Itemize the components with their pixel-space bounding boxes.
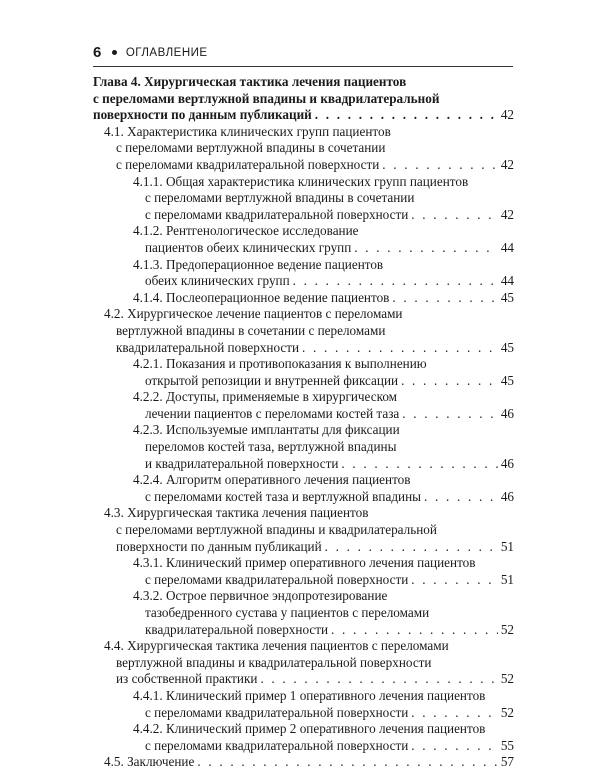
- toc-entry-text: 4.1.4. Послеоперационное ведение пациентов: [133, 289, 390, 305]
- toc-entry: [93, 505, 514, 555]
- toc-page-number: 52: [500, 704, 514, 720]
- toc-entry-last-line: [93, 273, 514, 290]
- toc-entry-line: [93, 190, 514, 207]
- toc-entry-line: [93, 721, 514, 738]
- toc-entry-text: с переломами квадрилатеральной поверхности: [145, 704, 409, 720]
- toc-entry-text: с переломами квадрилатеральной поверхности: [145, 737, 409, 753]
- toc-page-number: 45: [500, 339, 514, 355]
- toc-page-number: 46: [500, 405, 514, 421]
- toc-entry-line: [93, 306, 514, 323]
- toc-entry-text: вертлужной впадины и квадрилатеральной поверхности: [116, 654, 432, 670]
- toc-entry-line: [93, 588, 514, 605]
- toc-entry-last-line: [93, 107, 514, 124]
- dot-leader: [341, 456, 497, 473]
- toc-page-number: 51: [500, 571, 514, 587]
- toc-entry-text: тазобедренного сустава у пациентов с переломами: [145, 605, 430, 620]
- dot-leader: [260, 671, 497, 688]
- toc-entry-text: 4.1.3. Предоперационное ведение пациентов: [133, 256, 384, 272]
- toc-entry-last-line: [93, 240, 514, 257]
- toc-page-number: 42: [500, 156, 514, 172]
- toc-entry-last-line: [93, 456, 514, 473]
- toc-entry-text: 4.2.3. Используемые имплантаты для фиксации: [133, 422, 400, 438]
- toc-entry-line: [93, 389, 514, 406]
- toc-entry-text: 4.2.2. Доступы, применяемые в хирургическом: [133, 389, 398, 405]
- toc-entry-text: квадрилатеральной поверхности: [116, 339, 300, 355]
- toc-entry: [93, 174, 514, 224]
- page-number: 6: [93, 44, 102, 61]
- toc-entry: [93, 223, 514, 256]
- toc-entry-last-line: [93, 207, 514, 224]
- toc-entry-text: с переломами вертлужной впадины и квадрилатеральной: [116, 522, 437, 538]
- toc-entry-line: [93, 91, 514, 108]
- dot-leader: [411, 705, 498, 722]
- toc-page-number: 45: [500, 289, 514, 305]
- toc-entry-text: вертлужной впадины в сочетании с переломами: [116, 322, 386, 338]
- toc-entry-line: [93, 472, 514, 489]
- toc-entry-last-line: [93, 705, 514, 722]
- toc-entry-text: с переломами вертлужной впадины в сочетании: [145, 190, 415, 206]
- toc-entry: [93, 124, 514, 174]
- toc-entry-line: [93, 257, 514, 274]
- toc-entry-text: 4.4.2. Клинический пример 2 оперативного лечения пациентов: [133, 721, 486, 737]
- toc-page-number: 46: [500, 455, 514, 471]
- dot-leader: [411, 738, 498, 755]
- toc-entry-line: [93, 505, 514, 522]
- toc-entry-text: 4.4. Хирургическая тактика лечения пациентов с переломами: [104, 638, 449, 654]
- toc-entry: [93, 588, 514, 638]
- toc-entry-last-line: [93, 754, 514, 771]
- toc-chapter-entry: [93, 74, 514, 124]
- dot-leader: [302, 340, 498, 357]
- toc-entry-last-line: [93, 671, 514, 688]
- dot-leader: [197, 754, 497, 771]
- toc-entry: [93, 754, 514, 771]
- toc-entry-line: [93, 655, 514, 672]
- toc-entry-last-line: [93, 738, 514, 755]
- toc-entry-text: 4.3.2. Острое первичное эндопротезирование: [133, 588, 388, 604]
- toc-page-number: 51: [500, 538, 514, 554]
- toc-entry-text: и квадрилатеральной поверхности: [145, 455, 339, 471]
- toc-page-number: 46: [500, 488, 514, 504]
- toc-page-number: 44: [500, 239, 514, 255]
- toc-entry-last-line: [93, 489, 514, 506]
- toc-entry: [93, 257, 514, 290]
- toc-entry-text: квадрилатеральной поверхности: [145, 621, 329, 637]
- toc-page-number: 42: [500, 206, 514, 222]
- toc-entry-line: [93, 605, 514, 622]
- toc-page-number: 57: [500, 754, 514, 770]
- toc-page-number: 52: [500, 621, 514, 637]
- toc-entry-text: с переломами квадрилатеральной поверхности: [145, 206, 409, 222]
- dot-leader: [411, 572, 498, 589]
- toc-entry: [93, 721, 514, 754]
- toc-entry-line: [93, 638, 514, 655]
- dot-leader: [392, 290, 497, 307]
- toc-entry-line: [93, 124, 514, 141]
- dot-leader: [293, 273, 498, 290]
- toc-entry-last-line: [93, 572, 514, 589]
- dot-leader: [331, 622, 498, 639]
- toc-entry: [93, 306, 514, 356]
- dot-leader: [411, 207, 498, 224]
- toc-entry-text: 4.2.1. Показания и противопоказания к выполнению: [133, 356, 427, 372]
- dot-leader: [354, 240, 498, 257]
- toc-entry-last-line: [93, 539, 514, 556]
- dot-leader: [325, 539, 498, 556]
- toc-entry-text: поверхности по данным публикаций: [93, 107, 312, 123]
- toc-entry: [93, 638, 514, 688]
- toc-entry-line: [93, 688, 514, 705]
- dot-leader: [424, 489, 498, 506]
- toc-entry-line: [93, 422, 514, 439]
- toc-entry-text: 4.5. Заключение: [104, 754, 195, 770]
- toc-entry-line: [93, 522, 514, 539]
- toc-entry-last-line: [93, 622, 514, 639]
- dot-leader: [401, 373, 498, 390]
- toc-entry-text: из собственной практики: [116, 671, 258, 687]
- toc-entry-text: 4.2. Хирургическое лечение пациентов с переломами: [104, 306, 403, 322]
- toc-entry-text: с переломами костей таза и вертлужной впадины: [145, 488, 422, 504]
- toc-entry-text: переломов костей таза, вертлужной впадины: [145, 439, 397, 455]
- toc-entry-text: 4.1.1. Общая характеристика клинических групп пациентов: [133, 173, 469, 189]
- toc-entry-text: с переломами вертлужной впадины в сочетании: [116, 140, 386, 156]
- toc-entry-text: 4.1. Характеристика клинических групп пациентов: [104, 123, 391, 139]
- toc-entry-text: 4.2.4. Алгоритм оперативного лечения пациентов: [133, 472, 411, 488]
- toc-entry: [93, 472, 514, 505]
- toc-entry-text: 4.4.1. Клинический пример 1 оперативного лечения пациентов: [133, 687, 486, 703]
- toc-entry-text: открытой репозиции и внутренней фиксации: [145, 372, 399, 388]
- toc-entry-text: обеих клинических групп: [145, 273, 290, 289]
- running-title: ОГЛАВЛЕНИЕ: [125, 46, 208, 59]
- page-header: [93, 44, 208, 61]
- toc-entry: [93, 555, 514, 588]
- dot-leader: [402, 406, 498, 423]
- toc-entry-last-line: [93, 290, 514, 307]
- toc-entry-line: [93, 174, 514, 191]
- toc-entry-text: с переломами квадрилатеральной поверхности: [145, 571, 409, 587]
- toc-entry-line: [93, 323, 514, 340]
- toc-page-number: 52: [500, 671, 514, 687]
- toc-entry-line: [93, 356, 514, 373]
- toc-entry-line: [93, 140, 514, 157]
- toc-page-number: 55: [500, 737, 514, 753]
- dot-leader: [382, 157, 498, 174]
- dot-leader: [315, 107, 498, 124]
- toc-entry-text: с переломами квадрилатеральной поверхности: [116, 156, 380, 172]
- toc-page-number: 42: [500, 107, 514, 123]
- table-of-contents: [93, 74, 514, 771]
- toc-entry-text: лечении пациентов с переломами костей таза: [145, 405, 400, 421]
- toc-entry: [93, 422, 514, 472]
- toc-entry-last-line: [93, 373, 514, 390]
- toc-entry-text: 4.3.1. Клинический пример оперативного лечения пациентов: [133, 555, 476, 571]
- toc-entry-text: пациентов обеих клинических групп: [145, 239, 352, 255]
- toc-entry: [93, 389, 514, 422]
- toc-entry-text: Глава 4. Хирургическая тактика лечения пациентов: [93, 74, 407, 89]
- toc-entry-last-line: [93, 340, 514, 357]
- toc-entry-line: [93, 555, 514, 572]
- toc-entry-text: поверхности по данным публикаций: [116, 538, 322, 554]
- toc-entry-line: [93, 223, 514, 240]
- toc-page-number: 44: [500, 273, 514, 289]
- toc-entry: [93, 290, 514, 307]
- toc-entry-text: 4.1.2. Рентгенологическое исследование: [133, 223, 359, 239]
- header-rule: [93, 66, 513, 67]
- bullet-separator-icon: [112, 50, 117, 55]
- toc-entry: [93, 356, 514, 389]
- toc-entry-text: с переломами вертлужной впадины и квадрилатеральной: [93, 90, 440, 106]
- toc-entry: [93, 688, 514, 721]
- toc-entry-text: 4.3. Хирургическая тактика лечения пациентов: [104, 505, 369, 521]
- toc-entry-line: [93, 439, 514, 456]
- toc-entry-last-line: [93, 157, 514, 174]
- toc-page-number: 45: [500, 372, 514, 388]
- toc-entry-last-line: [93, 406, 514, 423]
- toc-entry-line: [93, 74, 514, 91]
